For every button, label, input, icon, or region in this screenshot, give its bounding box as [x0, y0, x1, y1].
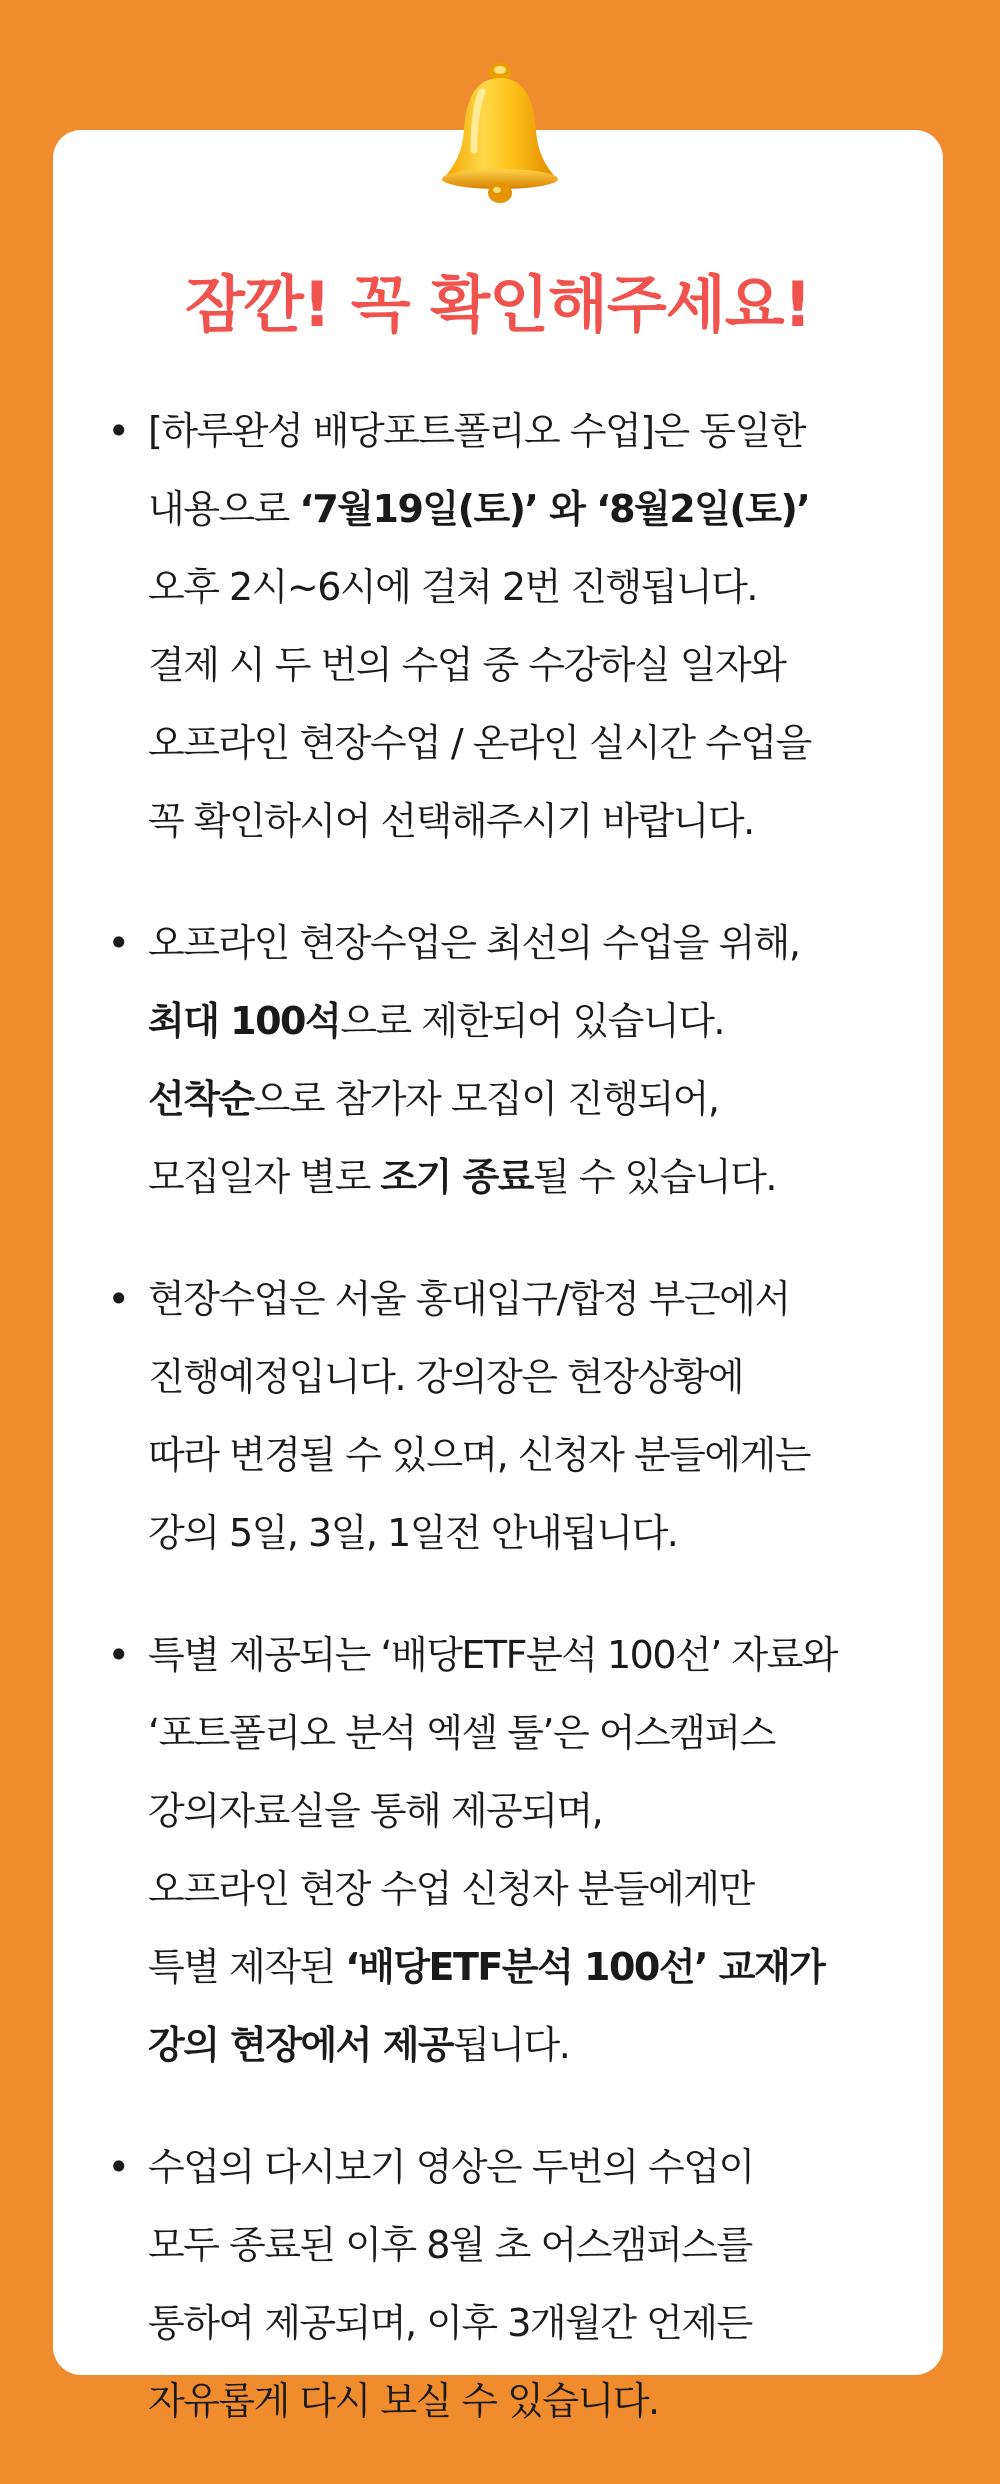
- notice-line: [148, 1416, 923, 1494]
- notice-line: [148, 2284, 923, 2362]
- emphasis-text: ‘7월19일(토)’ 와 ‘8월2일(토)’: [299, 487, 810, 531]
- notice-line: [148, 1694, 923, 1772]
- emphasis-text: ‘배당ETF분석 100선’ 교재가: [345, 1945, 825, 1989]
- notice-title: 잠깐! 꼭 확인해주세요!: [185, 268, 811, 341]
- notice-line: [148, 1138, 923, 1216]
- body-text: 모두 종료된 이후 8월 초 어스캠퍼스를: [148, 2223, 752, 2267]
- body-text: ‘포트폴리오 분석 엑셀 툴’은 어스캠퍼스: [148, 1711, 775, 1755]
- notice-line: [148, 1772, 923, 1850]
- notice-line: [148, 1616, 923, 1694]
- body-text: 모집일자 별로: [148, 1155, 381, 1199]
- bullet-mark: •: [107, 1277, 129, 1321]
- emphasis-text: 최대 100석: [148, 999, 341, 1043]
- notice-line: [148, 2206, 923, 2284]
- notice-item: [103, 392, 923, 860]
- notice-line: [148, 1850, 923, 1928]
- body-text: 될 수 있습니다.: [532, 1155, 776, 1199]
- notice-line: [148, 548, 923, 626]
- body-text: 으로 참가자 모집이 진행되어,: [253, 1077, 719, 1121]
- notice-line: [148, 982, 923, 1060]
- notice-card: [53, 130, 943, 2423]
- body-text: 진행예정입니다. 강의장은 현장상황에: [148, 1355, 744, 1399]
- body-text: 꼭 확인하시어 선택해주시기 바랍니다.: [148, 799, 754, 843]
- notice-line: [148, 782, 923, 860]
- body-text: 자유롭게 다시 보실 수 있습니다.: [148, 2379, 659, 2423]
- notice-line: [148, 704, 923, 782]
- bullet-mark: •: [107, 1633, 129, 1677]
- notice-line: [148, 1928, 923, 2006]
- body-text: 오프라인 현장수업 / 온라인 실시간 수업을: [148, 721, 811, 765]
- notice-line: [148, 470, 923, 548]
- notice-line: [148, 1338, 923, 1416]
- body-text: 내용으로: [148, 487, 300, 531]
- notice-item: [103, 1616, 923, 2084]
- body-text: 으로 제한되어 있습니다.: [340, 999, 725, 1043]
- notice-line: [148, 392, 923, 470]
- body-text: 강의 5일, 3일, 1일전 안내됩니다.: [148, 1511, 678, 1555]
- bullet-mark: •: [107, 2145, 129, 2189]
- bullet-mark: •: [107, 409, 129, 453]
- body-text: 오프라인 현장 수업 신청자 분들에게만: [148, 1867, 754, 1911]
- body-text: 따라 변경될 수 있으며, 신청자 분들에게는: [148, 1433, 811, 1477]
- notice-item: [103, 904, 923, 1216]
- emphasis-text: 선착순: [148, 1077, 254, 1121]
- body-text: 됩니다.: [453, 2023, 570, 2067]
- body-text: 결제 시 두 번의 수업 중 수강하실 일자와: [148, 643, 786, 687]
- notice-item: [103, 2128, 923, 2440]
- notice-line: [148, 2128, 923, 2206]
- notice-line: [148, 904, 923, 982]
- notice-line: [148, 1060, 923, 1138]
- body-text: 수업의 다시보기 영상은 두번의 수업이: [148, 2145, 754, 2189]
- emphasis-text: 강의 현장에서 제공: [148, 2023, 454, 2067]
- body-text: [하루완성 배당포트폴리오 수업]은 동일한: [148, 409, 805, 453]
- body-text: 강의자료실을 통해 제공되며,: [148, 1789, 603, 1833]
- bell-icon: [430, 58, 570, 208]
- body-text: 특별 제공되는 ‘배당ETF분석 100선’ 자료와: [148, 1633, 837, 1677]
- emphasis-text: 조기 종료: [380, 1155, 533, 1199]
- body-text: 오프라인 현장수업은 최선의 수업을 위해,: [148, 921, 800, 965]
- notice-line: [148, 1494, 923, 1572]
- notice-line: [148, 626, 923, 704]
- notice-line: [148, 2362, 923, 2440]
- body-text: 특별 제작된: [148, 1945, 346, 1989]
- bullet-mark: •: [107, 921, 129, 965]
- notice-line: [148, 1260, 923, 1338]
- body-text: 통하여 제공되며, 이후 3개월간 언제든: [148, 2301, 752, 2345]
- notice-item: [103, 1260, 923, 1572]
- body-text: 오후 2시~6시에 걸쳐 2번 진행됩니다.: [148, 565, 757, 609]
- notice-line: [148, 2006, 923, 2084]
- body-text: 현장수업은 서울 홍대입구/합정 부근에서: [148, 1277, 790, 1321]
- notice-list: [103, 392, 923, 2484]
